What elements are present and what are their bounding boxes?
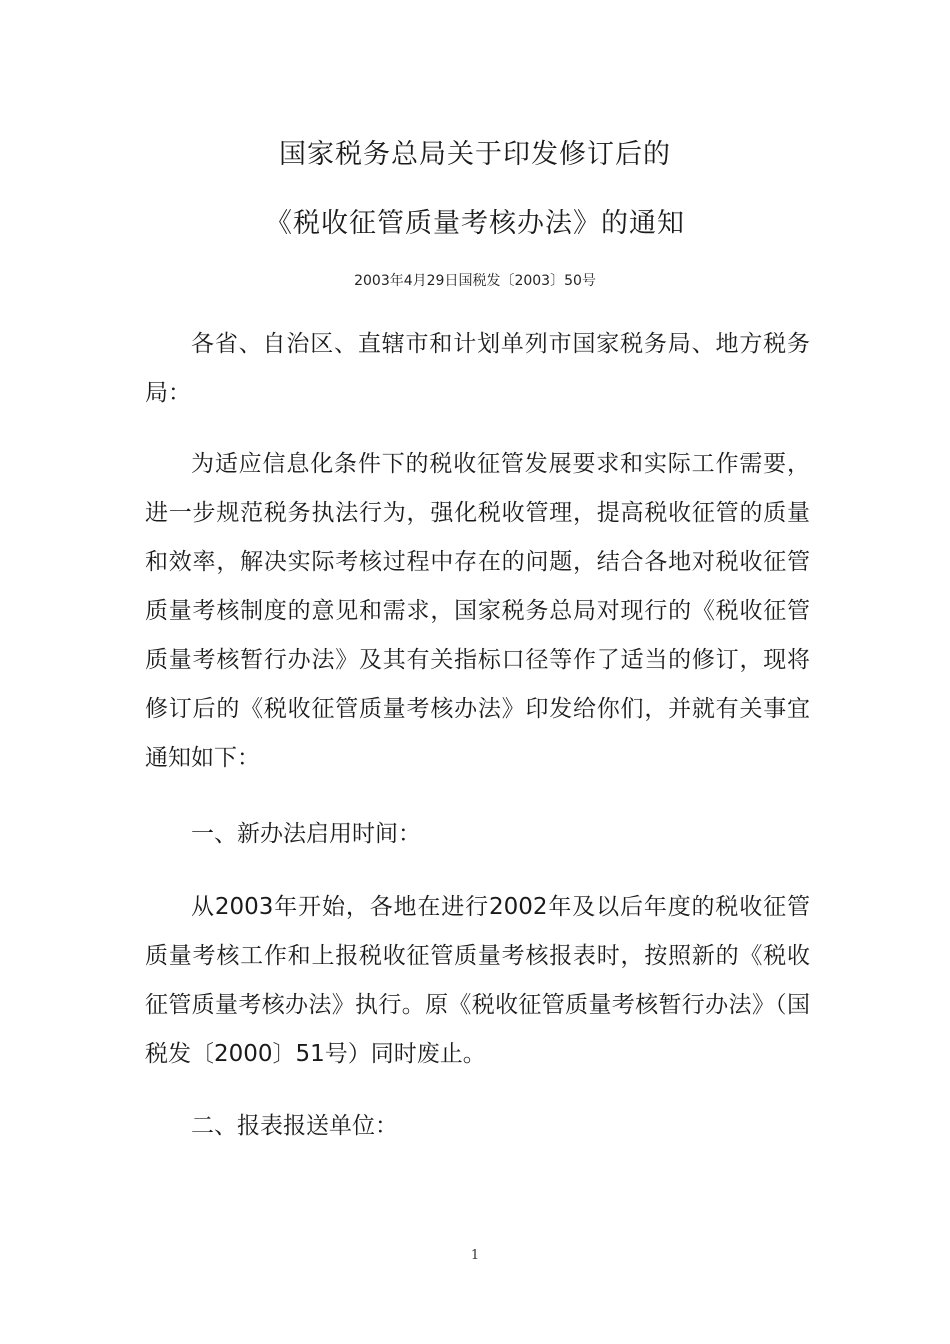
main-paragraph: 为适应信息化条件下的税收征管发展要求和实际工作需要，进一步规范税务执法行为，强化税收管理，提高税收征管的质量和效率，解决实际考核过程中存在的问题，结合各地对税收征管质量考核制度的意见和需求，国家税务总局对现行的《税收征管质量考核暂行办法》及其有关指标口径等作了适当的修订，现将修订后的《税收征管质量考核办法》印发给你们，并就有关事宜通知如下：	[145, 451, 810, 771]
document-issue-info: 2003年4月29日国税发〔2003〕50号	[354, 273, 596, 289]
page-number: 1	[470, 1248, 480, 1263]
section-1-heading: 一、新办法启用时间：	[191, 821, 421, 847]
document-title-line-2: 《税收征管质量考核办法》的通知	[265, 208, 685, 239]
section-2-heading: 二、报表报送单位：	[191, 1113, 398, 1139]
section-1-paragraph: 从2003年开始，各地在进行2002年及以后年度的税收征管质量考核工作和上报税收征管质量考核报表时，按照新的《税收征管质量考核办法》执行。原《税收征管质量考核暂行办法》（国税发〔2000〕51号）同时废止。	[145, 894, 810, 1067]
greeting-paragraph: 各省、自治区、直辖市和计划单列市国家税务局、地方税务局：	[145, 331, 810, 406]
document-title-line-1: 国家税务总局关于印发修订后的	[279, 139, 671, 170]
